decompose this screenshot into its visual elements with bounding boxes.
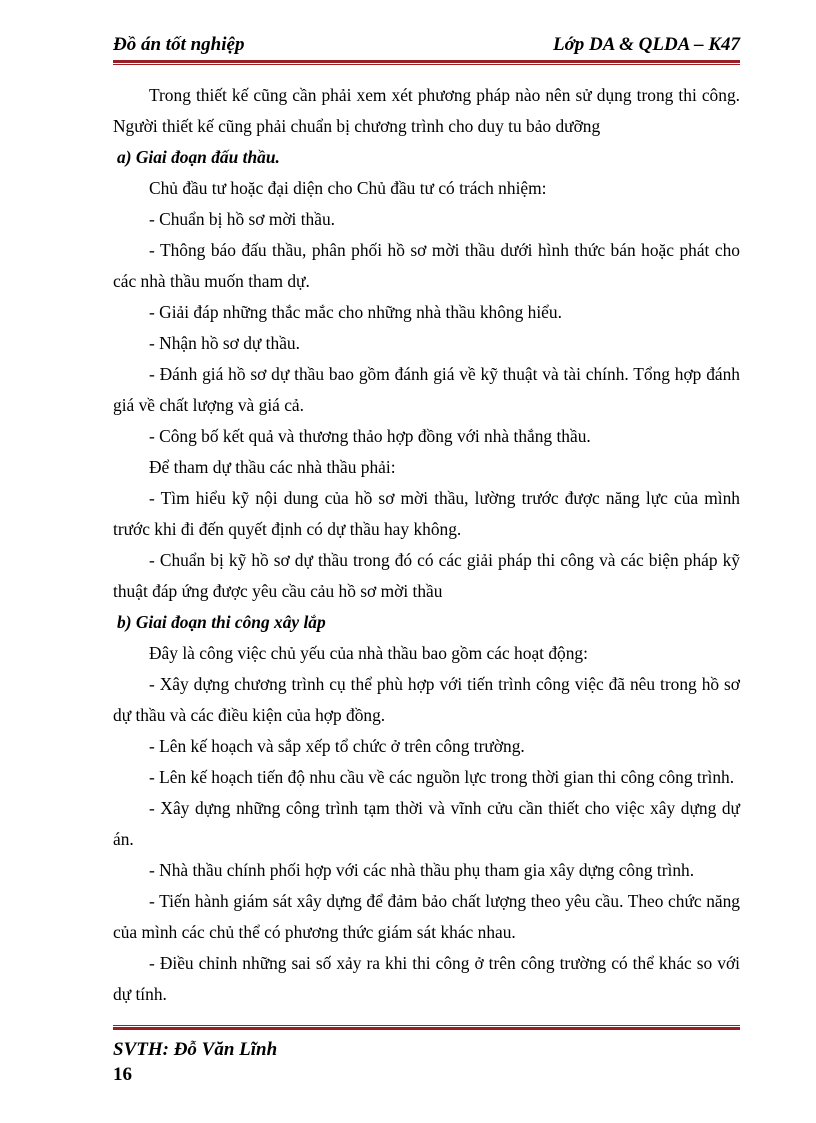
list-item: - Nhà thầu chính phối hợp với các nhà thầu phụ tham gia xây dựng công trình. <box>149 860 695 880</box>
footer-rule-thin <box>113 1025 740 1026</box>
list-item: - Tìm hiểu kỹ nội dung của hồ sơ mời thầu, lường trước được năng lực của mình trước khi đi đến quyết định có dự thầu hay không. <box>113 488 740 539</box>
paragraph: Trong thiết kế cũng cần phải xem xét phương pháp nào nên sử dụng trong thi công. Người thiết kế cũng phải chuẩn bị chương trình cho duy tu bảo dưỡng <box>113 85 740 136</box>
list-item: - Tiến hành giám sát xây dựng để đảm bảo chất lượng theo yêu cầu. Theo chức năng của mình các chủ thể có phương thức giám sát khác nhau. <box>113 891 740 942</box>
paragraph: Để tham dự thầu các nhà thầu phải: <box>149 457 396 477</box>
page-body <box>113 80 740 1010</box>
footer-rule-thick <box>113 1027 740 1030</box>
header-rule-thin <box>113 64 740 65</box>
list-item: - Chuẩn bị kỹ hồ sơ dự thầu trong đó có các giải pháp thi công và các biện pháp kỹ thuật đáp ứng được yêu cầu cảu hồ sơ mời thầu <box>113 550 740 601</box>
list-item: - Lên kế hoạch tiến độ nhu cầu về các nguồn lực trong thời gian thi công công trình. <box>149 767 735 787</box>
footer-rule <box>113 1025 740 1031</box>
list-item: - Nhận hồ sơ dự thầu. <box>149 333 300 353</box>
list-item: - Công bố kết quả và thương thảo hợp đồng với nhà thắng thầu. <box>149 426 591 446</box>
section-heading-a: a) Giai đoạn đấu thầu. <box>117 147 280 167</box>
list-item: - Điều chỉnh những sai số xảy ra khi thi công ở trên công trường có thể khác so với dự tính. <box>113 953 740 1004</box>
list-item: - Đánh giá hồ sơ dự thầu bao gồm đánh giá về kỹ thuật và tài chính. Tổng hợp đánh giá về chất lượng và giá cả. <box>113 364 740 415</box>
page-number: 16 <box>113 1064 132 1085</box>
list-item: - Thông báo đấu thầu, phân phối hồ sơ mời thầu dưới hình thức bán hoặc phát cho các nhà thầu muốn tham dự. <box>113 240 740 291</box>
header-title: Đồ án tốt nghiệp <box>113 34 245 55</box>
list-item: - Chuẩn bị hồ sơ mời thầu. <box>149 209 336 229</box>
footer-author: SVTH: Đỗ Văn Lĩnh <box>113 1039 278 1060</box>
list-item: - Xây dựng những công trình tạm thời và vĩnh cửu cần thiết cho việc xây dựng dự án. <box>113 798 740 849</box>
list-item: - Xây dựng chương trình cụ thể phù hợp với tiến trình công việc đã nêu trong hồ sơ dự thầu và các điều kiện của hợp đồng. <box>113 674 740 725</box>
list-item: - Giải đáp những thắc mắc cho những nhà thầu không hiểu. <box>149 302 562 322</box>
list-item: - Lên kế hoạch và sắp xếp tổ chức ở trên công trường. <box>149 736 525 756</box>
header-rule-thick <box>113 60 740 63</box>
header-class: Lớp DA & QLDA – K47 <box>552 34 740 55</box>
paragraph: Đây là công việc chủ yếu của nhà thầu bao gồm các hoạt động: <box>149 643 588 663</box>
page-header <box>113 34 740 58</box>
paragraph: Chủ đầu tư hoặc đại diện cho Chủ đầu tư có trách nhiệm: <box>149 178 547 198</box>
header-rule <box>113 60 740 66</box>
section-heading-b: b) Giai đoạn thi công xây lắp <box>117 612 326 632</box>
